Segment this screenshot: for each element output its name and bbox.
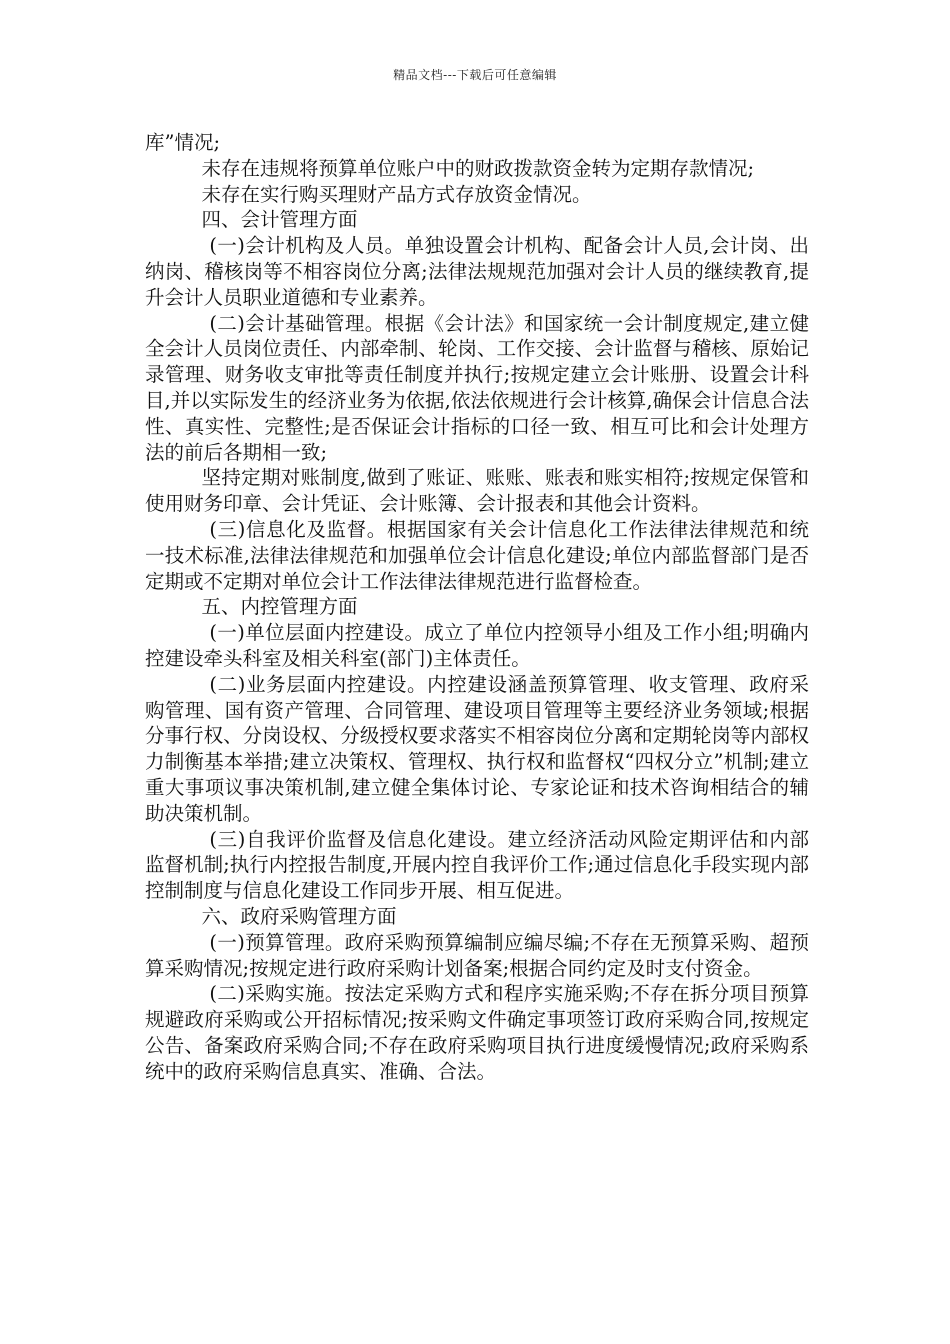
document-body <box>145 130 809 1084</box>
paragraph: (一)单位层面内控建设。成立了单位内控领导小组及工作小组;明确内控建设牵头科室及相关科室(部门)主体责任。 <box>145 621 809 670</box>
section-heading: 六、政府采购管理方面 <box>201 904 397 928</box>
paragraph: 未存在实行购买理财产品方式存放资金情况。 <box>201 182 592 206</box>
paragraph: (一)会计机构及人员。单独设置会计机构、配备会计人员,会计岗、出纳岗、稽核岗等不相容岗位分离;法律法规规范加强对会计人员的继续教育,提升会计人员职业道德和专业素养。 <box>145 234 809 309</box>
page-header: 精品文档---下载后可任意编辑 <box>393 68 557 82</box>
paragraph: (二)会计基础管理。根据《会计法》和国家统一会计制度规定,建立健全会计人员岗位责任、内部牵制、轮岗、工作交接、会计监督与稽核、原始记录管理、财务收支审批等责任制度并执行;按规定建立会计账册、设置会计科目,并以实际发生的经济业务为依据,依法依规进行会计核算,确保会计信息合法性、真实性、完整性;是否保证会计指标的口径一致、相互可比和会计处理方法的前后各期相一致; <box>145 311 809 464</box>
paragraph: (二)业务层面内控建设。内控建设涵盖预算管理、收支管理、政府采购管理、国有资产管理、合同管理、建设项目管理等主要经济业务领域;根据分事行权、分岗设权、分级授权要求落实不相容岗位分离和定期轮岗等内部权力制衡基本举措;建立决策权、管理权、执行权和监督权“四权分立”机制;建立重大事项议事决策机制,建立健全集体讨论、专家论证和技术咨询相结合的辅助决策机制。 <box>145 672 809 825</box>
paragraph: (一)预算管理。政府采购预算编制应编尽编;不存在无预算采购、超预算采购情况;按规定进行政府采购计划备案;根据合同约定及时支付资金。 <box>145 930 809 980</box>
paragraph: 坚持定期对账制度,做到了账证、账账、账表和账实相符;按规定保管和使用财务印章、会计凭证、会计账簿、会计报表和其他会计资料。 <box>145 466 809 516</box>
paragraph: 未存在违规将预算单位账户中的财政拨款资金转为定期存款情况; <box>201 156 755 180</box>
paragraph: (三)信息化及监督。根据国家有关会计信息化工作法律法律规范和统一技术标准,法律法律规范和加强单位会计信息化建设;单位内部监督部门是否定期或不定期对单位会计工作法律法律规范进行监督检查。 <box>145 517 809 593</box>
paragraph: (三)自我评价监督及信息化建设。建立经济活动风险定期评估和内部监督机制;执行内控报告制度,开展内控自我评价工作;通过信息化手段实现内部控制制度与信息化建设工作同步开展、相互促进。 <box>145 827 809 903</box>
paragraph: (二)采购实施。按法定采购方式和程序实施采购;不存在拆分项目预算规避政府采购或公开招标情况;按采购文件确定事项签订政府采购合同,按规定公告、备案政府采购合同;不存在政府采购项目执行进度缓慢情况;政府采购系统中的政府采购信息真实、准确、合法。 <box>145 982 809 1083</box>
section-heading: 四、会计管理方面 <box>201 208 358 232</box>
section-heading: 五、内控管理方面 <box>201 595 358 619</box>
paragraph: 库”情况; <box>145 131 221 154</box>
